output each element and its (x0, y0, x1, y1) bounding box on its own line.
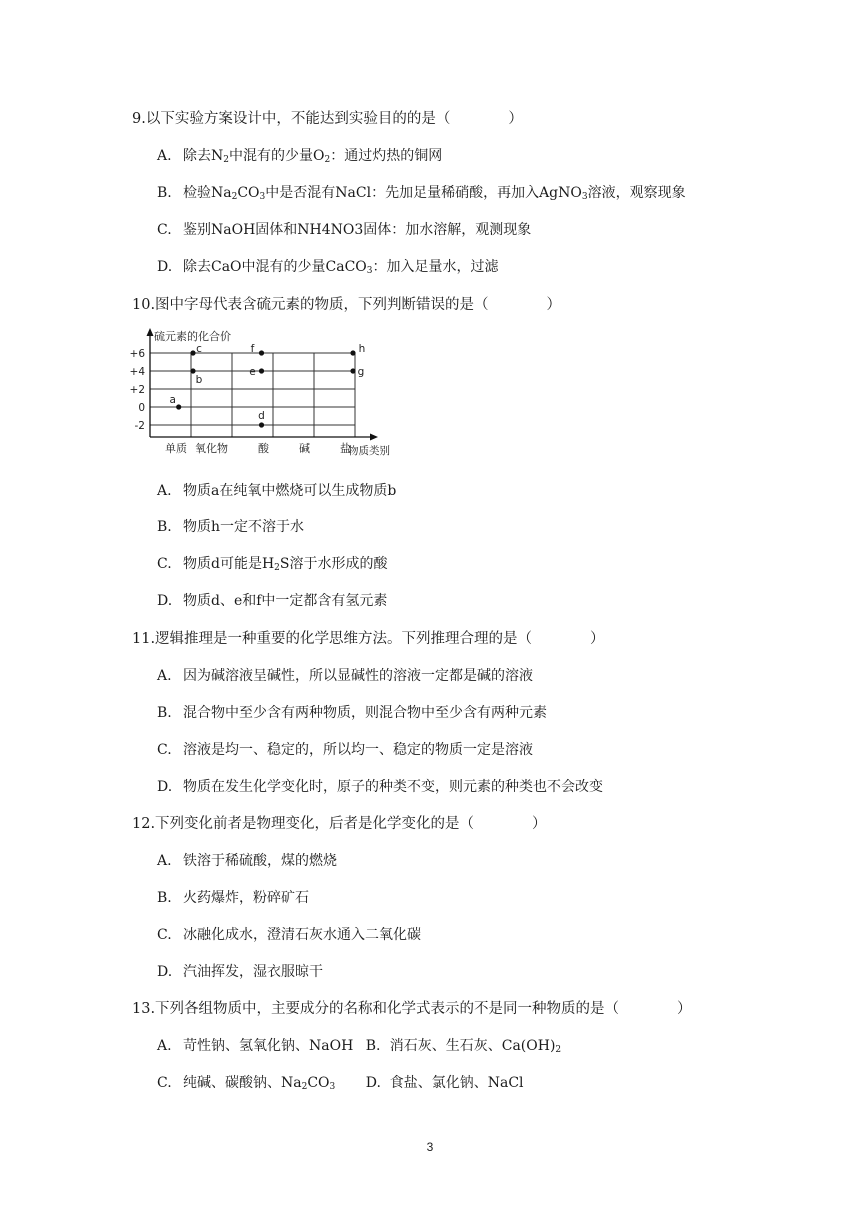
option-text: 消石灰、生石灰、$Ca(OH)_2$ (389, 1038, 562, 1055)
chart-point-f (259, 350, 264, 355)
option-letter: B. (157, 519, 172, 535)
y-tick-label: +6 (129, 348, 145, 360)
chart-point-label-a: a (169, 394, 176, 406)
option-text: 除去$N_2$中混有的少量$O_2$：通过灼热的铜网 (183, 148, 443, 165)
option-text: 食盐、氯化钠、NaCl (389, 1075, 524, 1091)
chart-y-axis-label: 硫元素的化合价 (154, 330, 231, 343)
option-letter: A. (157, 1038, 172, 1054)
chart-points (169, 343, 365, 428)
chart-point-label-h: h (358, 343, 366, 355)
option-text: 检验$Na_2CO_3$中是否混有NaCl：先加足量稀硝酸，再加入AgNO$_3$溶液，观察现象 (183, 185, 686, 202)
option-text: 物质d、e和f中一定都含有氢元素 (183, 593, 388, 609)
x-category-label: 碱 (299, 442, 310, 455)
question-9-option-a[interactable] (157, 145, 442, 165)
question-13-option-a[interactable] (157, 1038, 353, 1054)
question-10-stem: 10.图中字母代表含硫元素的物质，下列判断错误的是（ ） (132, 297, 562, 313)
option-text: 物质d可能是$H_2S$溶于水形成的酸 (183, 556, 388, 573)
chart-point-label-c: c (196, 343, 202, 355)
option-letter: B. (157, 705, 172, 721)
chart-y-ticks (130, 348, 146, 432)
option-text: 物质a在纯氧中燃烧可以生成物质b (183, 483, 397, 499)
question-11-option-d[interactable] (157, 776, 603, 796)
question-9-option-d[interactable] (157, 256, 499, 276)
y-tick-label: +4 (129, 366, 145, 378)
option-letter: D. (157, 259, 173, 275)
question-13-stem: 13.下列各组物质中，主要成分的名称和化学式表示的不是同一种物质的是（ ） (132, 1001, 692, 1017)
chart-point-label-f: f (250, 343, 255, 355)
option-letter: B. (157, 185, 172, 201)
option-text: 冰融化成水，澄清石灰水通入二氧化碳 (183, 927, 421, 943)
question-13-options-row-1 (157, 1035, 561, 1055)
chart-point-a (176, 404, 181, 409)
option-letter: B. (365, 1038, 381, 1054)
y-tick-label: 0 (138, 402, 145, 414)
question-12-option-c[interactable] (157, 924, 421, 944)
chart-point-label-g: g (357, 366, 365, 378)
option-text: 溶液是均一、稳定的，所以均一、稳定的物质一定是溶液 (183, 742, 533, 758)
question-13-options-row-2 (157, 1072, 524, 1092)
x-category-label: 单质 (165, 442, 187, 455)
option-letter: C. (157, 556, 172, 572)
question-10-option-d[interactable] (157, 590, 387, 610)
question-9-stem: 9.以下实验方案设计中，不能达到实验目的的是（ ） (132, 111, 523, 127)
option-letter: C. (157, 927, 172, 943)
chart-point-h (350, 350, 355, 355)
question-10-option-c[interactable] (157, 553, 388, 573)
x-category-label: 氧化物 (195, 442, 228, 455)
option-letter: D. (365, 1075, 381, 1091)
option-letter: C. (157, 742, 172, 758)
chart-point-e (259, 368, 264, 373)
option-text: 因为碱溶液呈碱性，所以显碱性的溶液一定都是碱的溶液 (183, 668, 533, 684)
y-tick-label: -2 (134, 420, 145, 432)
option-text: 铁溶于稀硫酸，煤的燃烧 (183, 853, 337, 869)
question-11-option-a[interactable] (157, 665, 533, 685)
question-13-option-d[interactable] (366, 1075, 524, 1091)
question-12-stem: 12.下列变化前者是物理变化，后者是化学变化的是（ ） (132, 816, 547, 832)
option-letter: C. (157, 1075, 172, 1091)
option-text: 物质在发生化学变化时，原子的种类不变，则元素的种类也不会改变 (183, 779, 603, 795)
x-axis-arrow (370, 434, 378, 441)
chart-x-ticks (165, 441, 351, 455)
option-letter: A. (157, 148, 172, 164)
option-letter: D. (157, 779, 173, 795)
option-letter: D. (157, 593, 173, 609)
page-number: 3 (426, 1140, 434, 1154)
question-12-option-d[interactable] (157, 961, 323, 981)
y-axis-arrow (147, 328, 154, 336)
option-letter: D. (157, 964, 173, 980)
question-9-option-c[interactable] (157, 219, 531, 239)
question-10-option-a[interactable] (157, 480, 396, 500)
option-letter: B. (157, 890, 172, 906)
option-text: 混合物中至少含有两种物质，则混合物中至少含有两种元素 (183, 705, 547, 721)
y-tick-label: +2 (129, 384, 145, 396)
x-category-label: 酸 (258, 442, 269, 455)
chart-point-c (190, 350, 195, 355)
option-letter: A. (157, 668, 172, 684)
option-text: 鉴别NaOH固体和NH4NO3固体：加水溶解，观测现象 (183, 222, 532, 238)
chart-point-label-e: e (249, 366, 256, 378)
question-11-option-b[interactable] (157, 702, 547, 722)
option-text: 汽油挥发，湿衣服晾干 (183, 964, 323, 980)
question-11-option-c[interactable] (157, 739, 533, 759)
question-13-option-c[interactable] (157, 1075, 335, 1091)
chart-point-label-b: b (195, 374, 203, 386)
option-letter: A. (157, 483, 172, 499)
sulfur-valence-chart (128, 326, 390, 456)
question-10-option-b[interactable] (157, 516, 304, 536)
option-text: 苛性钠、氢氧化钠、NaOH (183, 1038, 354, 1054)
option-text: 除去CaO中混有的少量CaCO$_3$：加入足量水，过滤 (183, 259, 499, 276)
option-letter: C. (157, 222, 172, 238)
option-text: 纯碱、碳酸钠、$Na_2CO_3$ (183, 1075, 336, 1092)
chart-point-b (190, 368, 195, 373)
question-12-option-b[interactable] (157, 887, 309, 907)
chart-point-g (350, 368, 355, 373)
question-13-option-b[interactable] (366, 1038, 561, 1054)
option-text: 物质h一定不溶于水 (183, 519, 305, 535)
option-text: 火药爆炸，粉碎矿石 (183, 890, 309, 906)
question-11-stem: 11.逻辑推理是一种重要的化学思维方法。下列推理合理的是（ ） (132, 631, 605, 647)
option-letter: A. (157, 853, 172, 869)
chart-x-axis-label: 物质类别 (348, 445, 390, 456)
chart-point-label-d: d (258, 410, 265, 422)
question-12-option-a[interactable] (157, 850, 337, 870)
chart-point-d (259, 422, 264, 427)
question-9-option-b[interactable] (157, 182, 686, 202)
x-category-label: 盐 (340, 442, 351, 455)
